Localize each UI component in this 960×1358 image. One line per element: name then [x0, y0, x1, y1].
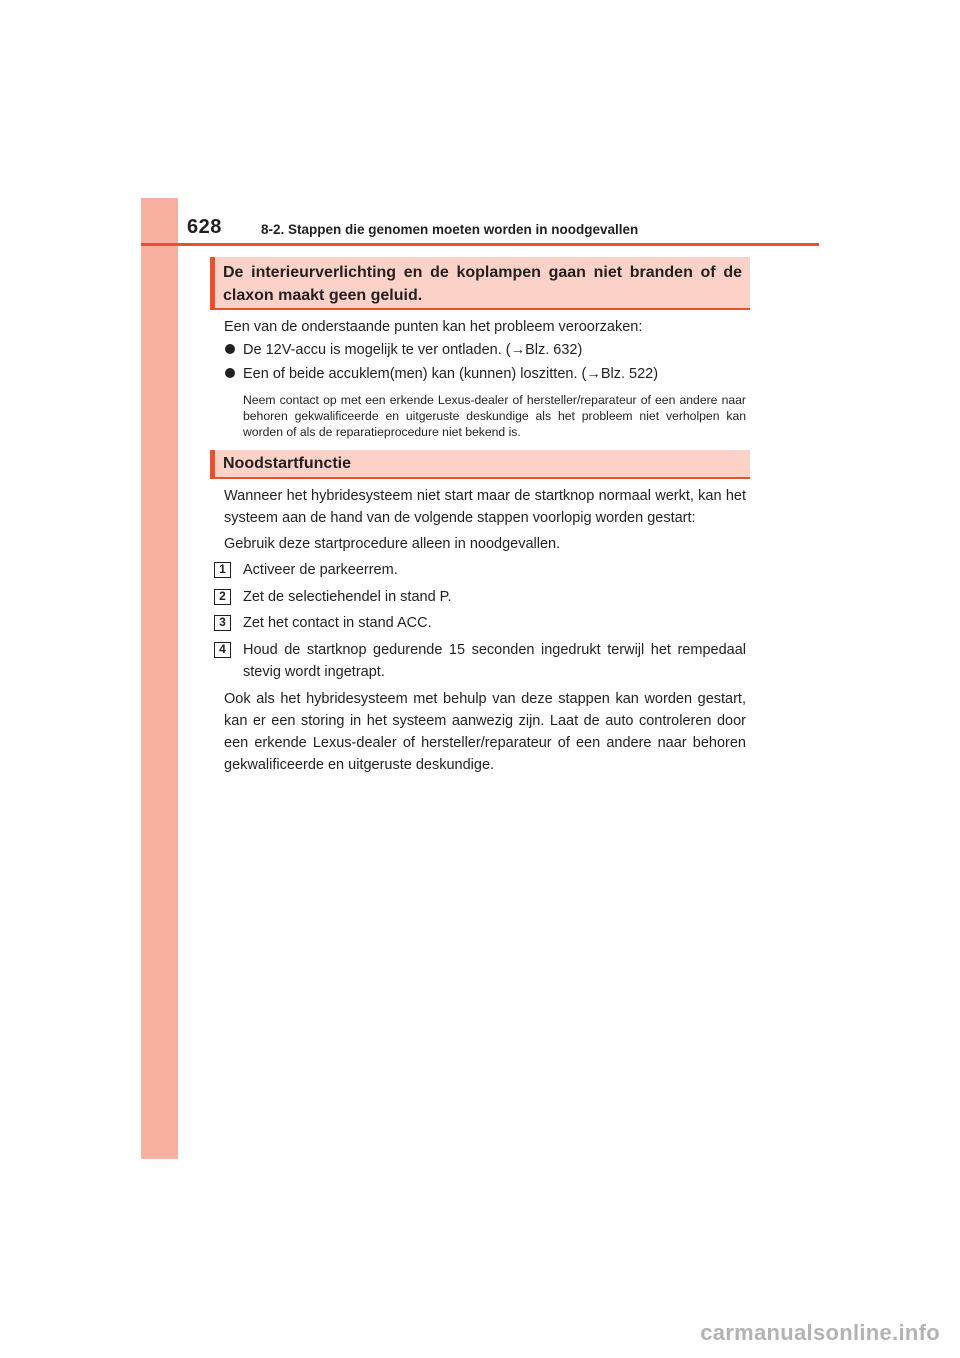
site-watermark: carmanualsonline.info	[700, 1320, 940, 1345]
step-text: Activeer de parkeerrem.	[243, 562, 398, 578]
step-number-badge: 3	[214, 615, 231, 631]
section-heading-emergency-start: Noodstartfunctie	[210, 450, 750, 479]
section2-instruction: Gebruik deze startprocedure alleen in noodgevallen.	[224, 536, 561, 552]
bullet-item: De 12V-accu is mogelijk te ver ontladen. (→Blz. 632)	[243, 342, 583, 358]
page-number: 628	[187, 216, 222, 238]
section2-intro: Wanneer het hybridesysteem niet start maar de startknop normaal werkt, kan het systeem aan de hand van de volgende stappen voorlopig worden gestart:	[224, 488, 746, 526]
bullet-icon	[225, 368, 235, 378]
section2-closing: Ook als het hybridesysteem met behulp van deze stappen kan worden gestart, kan er een storing in het systeem aanwezig zijn. Laat de auto controleren door een erkende Lexus-dealer of hersteller/reparateur of een andere naar behoren gekwalificeerde en uitgeruste deskundige.	[224, 691, 746, 773]
step-number-badge: 1	[214, 562, 231, 578]
bullet-icon	[225, 344, 235, 354]
section-heading-lights: De interieurverlichting en de koplampen gaan niet branden of de claxon maakt geen geluid.	[210, 257, 750, 310]
step-number-badge: 2	[214, 589, 231, 605]
bullet-item: Een of beide accuklem(men) kan (kunnen) loszitten. (→Blz. 522)	[243, 366, 659, 382]
section1-intro: Een van de onderstaande punten kan het probleem veroorzaken:	[224, 319, 643, 335]
section1-note: Neem contact op met een erkende Lexus-dealer of hersteller/reparateur of een andere naar behoren gekwalificeerde en uitgeruste deskundige als het probleem niet verholpen kan worden of als de reparatieprocedure niet bekend is.	[243, 393, 746, 439]
step-text: Zet de selectiehendel in stand P.	[243, 589, 452, 605]
chapter-side-tab	[141, 198, 178, 1159]
step-text: Zet het contact in stand ACC.	[243, 615, 432, 631]
step-number-badge: 4	[214, 642, 231, 658]
header-divider	[141, 243, 819, 246]
step-text: Houd de startknop gedurende 15 seconden ingedrukt terwijl het rempedaal stevig wordt ingetrapt.	[243, 642, 746, 680]
chapter-title: 8-2. Stappen die genomen moeten worden in noodgevallen	[261, 222, 639, 237]
